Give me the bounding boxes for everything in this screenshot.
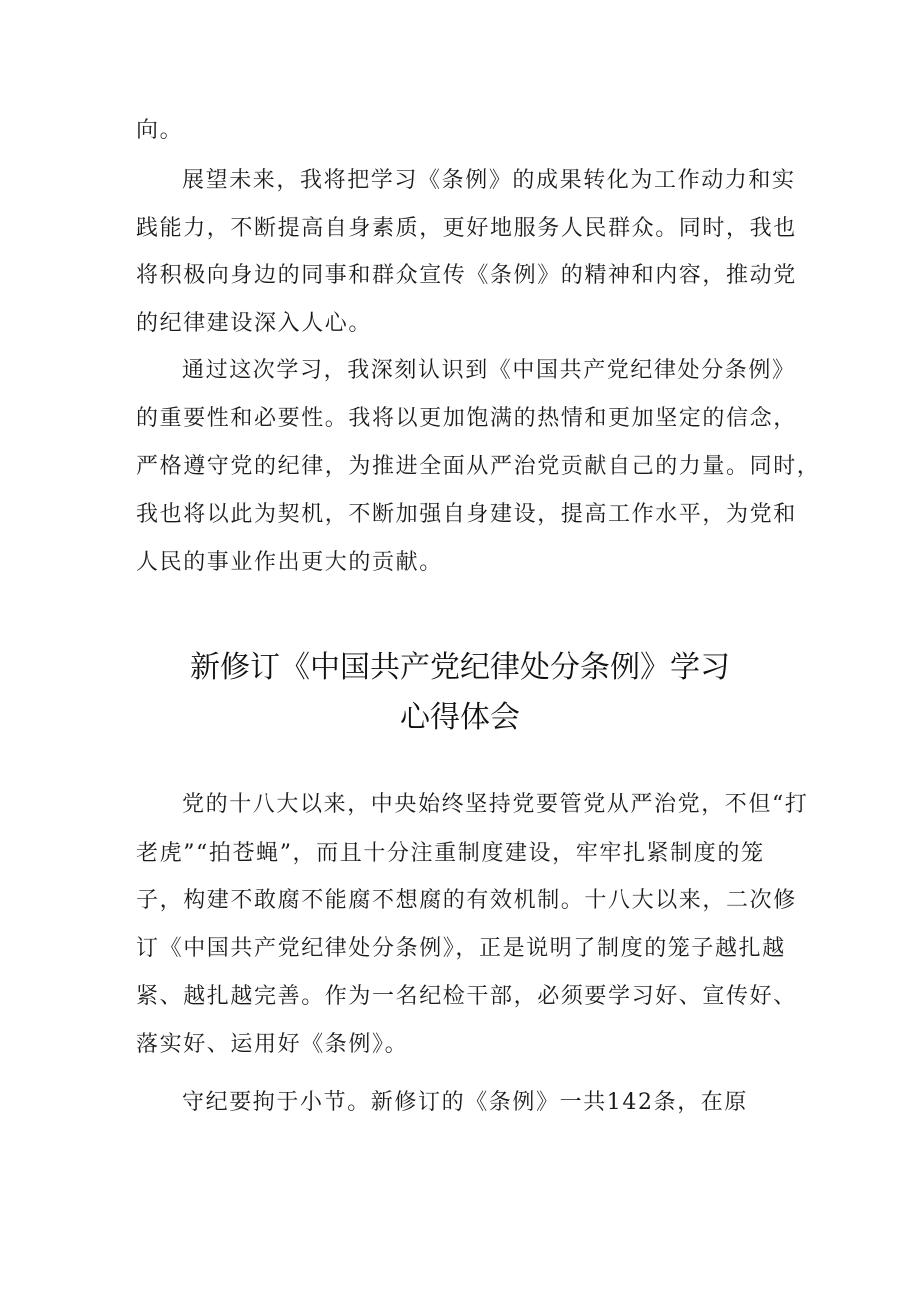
text-line: 向。	[136, 118, 184, 143]
text-line: 将积极向身边的同事和群众宣传《条例》的精神和内容，推动党	[136, 263, 797, 288]
text-line: 党的十八大以来，中央始终坚持党要管党从严治党，不但“打	[182, 792, 809, 817]
text-line: 子，构建不敢腐不能腐不想腐的有效机制。十八大以来，二次修	[136, 888, 797, 913]
article-title-line1: 新修订《中国共产党纪律处分条例》学习	[190, 650, 730, 685]
text-line: 紧、越扎越完善。作为一名纪检干部，必须要学习好、宣传好、	[136, 984, 797, 1009]
text-line: 落实好、运用好《条例》。	[136, 1032, 409, 1057]
text-line: 守纪要拘于小节。新修订的《条例》一共142条，在原	[182, 1090, 748, 1115]
text-line: 的重要性和必要性。我将以更加饱满的热情和更加坚定的信念，	[136, 406, 797, 431]
text-line: 我也将以此为契机，不断加强自身建设，提高工作水平，为党和	[136, 502, 797, 527]
text-line: 订《中国共产党纪律处分条例》，正是说明了制度的笼子越扎越	[136, 936, 786, 961]
text-line: 展望未来，我将把学习《条例》的成果转化为工作动力和实	[182, 168, 796, 193]
text-line: 老虎”“拍苍蝇”，而且十分注重制度建设，牢牢扎紧制度的笼	[136, 841, 765, 866]
text-line: 严格遵守党的纪律，为推进全面从严治党贡献自己的力量。同时，	[136, 454, 821, 479]
text-line: 人民的事业作出更大的贡献。	[136, 550, 443, 575]
text-line: 践能力，不断提高自身素质，更好地服务人民群众。同时，我也	[136, 216, 797, 241]
article-title-line2: 心得体会	[400, 700, 520, 735]
text-line: 的纪律建设深入人心。	[136, 311, 373, 336]
text-line: 通过这次学习，我深刻认识到《中国共产党纪律处分条例》	[182, 358, 796, 383]
